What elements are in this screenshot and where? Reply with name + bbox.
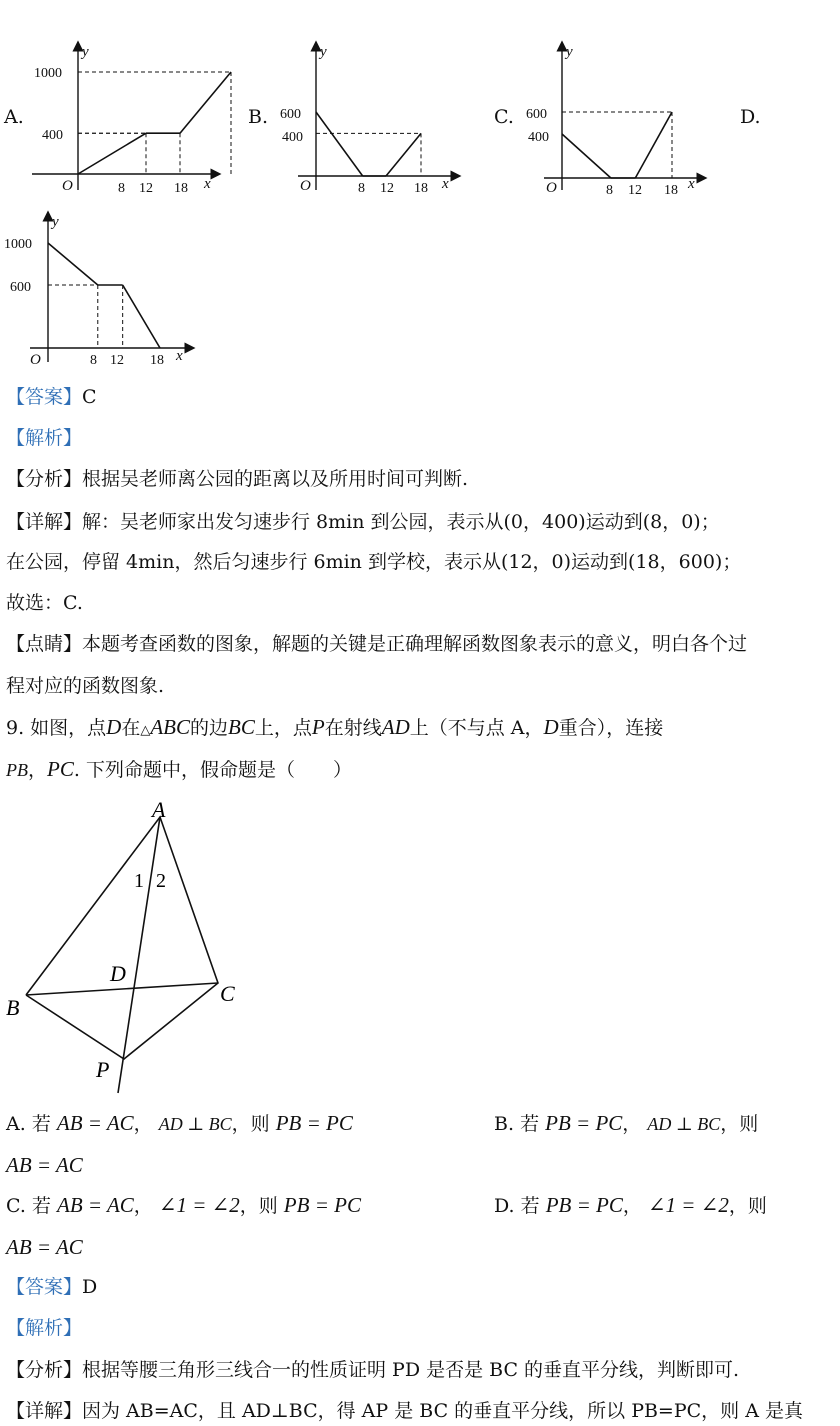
q8-detail-3: 故选：C.: [6, 592, 83, 614]
origin-label: O: [30, 352, 41, 368]
series-segment: [180, 72, 231, 133]
series-segment: [316, 112, 363, 176]
x-tick: 18: [414, 181, 428, 196]
chart-b-marks: [316, 112, 421, 176]
q8-comment-2: 程对应的函数图象.: [6, 675, 165, 697]
series-segment: [48, 243, 98, 285]
y-tick: 400: [282, 130, 303, 145]
x-axis-label: x: [688, 176, 695, 192]
angle-1-label: 1: [134, 870, 144, 892]
graph-b: [280, 40, 464, 196]
graph-c: [526, 40, 710, 198]
q8-comment-1: 【点睛】本题考查函数的图象，解题的关键是正确理解函数图象表示的意义，明白各个过: [6, 633, 748, 655]
y-axis-label: y: [82, 44, 89, 60]
graph-a: [28, 40, 224, 196]
point-d-label: D: [110, 961, 126, 986]
q9-option-a: A. 若 AB = AC， AD ⊥ BC，则 PB = PC: [6, 1111, 353, 1135]
series-segment: [123, 285, 160, 348]
q8-detail-2: 在公园，停留 4min，然后匀速步行 6min 到学校，表示从(12，0)运动到(18，600)；: [6, 551, 742, 573]
x-tick: 8: [606, 183, 613, 198]
q9-option-d-cont: AB = AC: [6, 1235, 83, 1259]
y-tick: 1000: [34, 66, 62, 81]
q8-fenxi: 【分析】根据吴老师离公园的距离以及所用时间可判断.: [6, 468, 469, 490]
chart-a-marks: [78, 72, 231, 174]
x-tick: 12: [628, 183, 642, 198]
option-b-label: B.: [248, 106, 269, 128]
q9-stem-1: 9. 如图，点D在△ABC的边BC上，点P在射线AD上（不与点 A，D重合），连接: [6, 715, 664, 739]
x-tick: 12: [380, 181, 394, 196]
q8-detail-1: 【详解】解：吴老师家出发匀速步行 8min 到公园，表示从(0，400)运动到(8，0)；: [6, 511, 720, 533]
q8-answer: 【答案】C: [6, 386, 97, 408]
quad-outline: [26, 817, 218, 1059]
x-axis-label: x: [442, 176, 449, 192]
x-tick: 8: [90, 353, 97, 368]
x-axis-label: x: [204, 176, 211, 192]
graph-d: [0, 210, 200, 370]
y-tick: 600: [280, 107, 301, 122]
x-tick: 12: [139, 181, 153, 196]
x-tick: 18: [174, 181, 188, 196]
y-tick: 1000: [4, 237, 32, 252]
q9-analysis-tag: 【解析】: [6, 1317, 83, 1339]
origin-label: O: [546, 180, 557, 196]
series-segment: [78, 133, 146, 174]
ray-ap: [118, 817, 160, 1093]
x-tick: 18: [664, 183, 678, 198]
x-tick: 18: [150, 353, 164, 368]
option-a-label: A.: [4, 106, 24, 128]
q9-detail-1: 【详解】因为 AB=AC，且 AD⊥BC，得 AP 是 BC 的垂直平分线，所以 PB=PC，则 A 是真: [6, 1400, 803, 1422]
q9-option-c: C. 若 AB = AC， ∠1 = ∠2，则 PB = PC: [6, 1193, 361, 1217]
series-segment: [386, 133, 421, 176]
q9-option-b-cont: AB = AC: [6, 1153, 83, 1177]
chart-d-marks: [48, 243, 160, 348]
q9-stem-2: PB，PC. 下列命题中，假命题是（ ）: [6, 757, 352, 781]
point-b-label: B: [6, 995, 20, 1020]
x-tick: 8: [118, 181, 125, 196]
point-c-label: C: [220, 981, 235, 1006]
y-tick: 400: [42, 128, 63, 143]
x-tick: 12: [110, 353, 124, 368]
x-tick: 8: [358, 181, 365, 196]
q9-option-d: D. 若 PB = PC， ∠1 = ∠2，则: [494, 1193, 767, 1217]
option-d-label: D.: [740, 106, 761, 128]
y-tick: 400: [528, 130, 549, 145]
q8-analysis-tag: 【解析】: [6, 427, 83, 449]
q9-option-b: B. 若 PB = PC， AD ⊥ BC，则: [494, 1111, 759, 1135]
point-p-label: P: [96, 1057, 110, 1082]
point-a-label: A: [152, 797, 166, 822]
angle-2-label: 2: [156, 870, 166, 892]
x-axis-label: x: [176, 348, 183, 364]
y-axis-label: y: [52, 214, 59, 230]
option-c-label: C.: [494, 106, 514, 128]
series-segment: [635, 112, 672, 178]
y-axis-label: y: [320, 44, 327, 60]
series-segment: [562, 134, 611, 178]
origin-label: O: [62, 178, 73, 194]
y-tick: 600: [10, 280, 31, 295]
q9-fenxi: 【分析】根据等腰三角形三线合一的性质证明 PD 是否是 BC 的垂直平分线，判断即可.: [6, 1359, 740, 1381]
y-axis-label: y: [566, 44, 573, 60]
q9-answer: 【答案】D: [6, 1276, 98, 1298]
q9-figure: [0, 795, 260, 1100]
y-tick: 600: [526, 107, 547, 122]
origin-label: O: [300, 178, 311, 194]
chart-c-marks: [562, 112, 672, 178]
